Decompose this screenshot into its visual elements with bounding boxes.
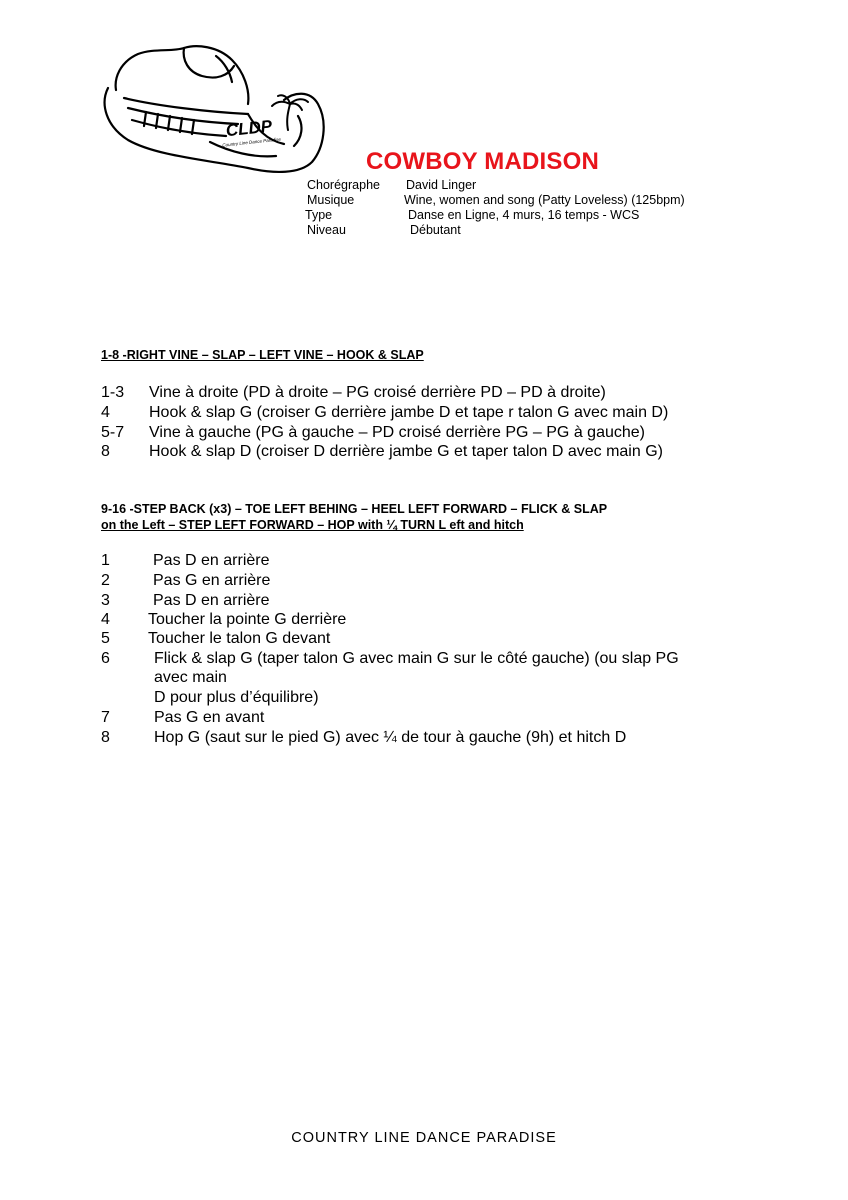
- info-value-level: Débutant: [410, 223, 461, 237]
- step-number: 4: [101, 611, 110, 628]
- step-text: Pas D en arrière: [153, 552, 270, 569]
- dance-title: COWBOY MADISON: [366, 148, 600, 175]
- step-number: 7: [101, 709, 110, 726]
- info-label-choreographer: Chorégraphe: [307, 178, 380, 192]
- step-text: Vine à gauche (PG à gauche – PD croisé derrière PG – PG à gauche): [149, 424, 645, 441]
- step-number: 4: [101, 404, 110, 421]
- step-number: 5: [101, 630, 110, 647]
- step-number: 8: [101, 443, 110, 460]
- info-value-type: Danse en Ligne, 4 murs, 16 temps - WCS: [408, 208, 640, 222]
- info-label-type: Type: [305, 208, 333, 222]
- info-label-level: Niveau: [307, 223, 346, 237]
- step-text: Pas G en arrière: [153, 572, 271, 589]
- step-number: 3: [101, 592, 110, 609]
- step-text: Pas G en avant: [154, 709, 265, 726]
- step-text: Toucher le talon G devant: [148, 630, 331, 647]
- cldp-hat-logo: [98, 42, 338, 182]
- step-number: 2: [101, 572, 110, 589]
- info-label-music: Musique: [307, 193, 355, 207]
- step-text: Hook & slap G (croiser G derrière jambe D et tape r talon G avec main D): [149, 404, 669, 421]
- step-number: 6: [101, 650, 110, 667]
- step-number: 5-7: [101, 424, 125, 441]
- step-number: 1: [101, 552, 110, 569]
- step-text-continued: avec main: [154, 669, 227, 686]
- section2-heading-line2: on the Left – STEP LEFT FORWARD – HOP with ¼ TURN L eft and hitch: [101, 518, 524, 532]
- step-text: Toucher la pointe G derrière: [148, 611, 347, 628]
- page-footer: COUNTRY LINE DANCE PARADISE: [291, 1130, 557, 1146]
- step-text: Flick & slap G (taper talon G avec main G sur le côté gauche) (ou slap PG: [154, 650, 679, 667]
- section2-heading-line1: 9-16 -STEP BACK (x3) – TOE LEFT BEHING – HEEL LEFT FORWARD – FLICK & SLAP: [101, 502, 608, 516]
- step-text-continued: D pour plus d’équilibre): [154, 689, 319, 706]
- step-text: Vine à droite (PD à droite – PG croisé derrière PD – PD à droite): [149, 384, 606, 401]
- step-number: 1-3: [101, 384, 125, 401]
- step-text: Hook & slap D (croiser D derrière jambe G et taper talon D avec main G): [149, 443, 663, 460]
- logo-text: CLDP: [224, 116, 273, 141]
- logo-subtext: Country Line Dance Paradise: [222, 136, 282, 148]
- info-value-choreographer: David Linger: [406, 178, 477, 192]
- step-number: 8: [101, 729, 110, 746]
- step-text: Pas D en arrière: [153, 592, 270, 609]
- section1-heading: 1-8 -RIGHT VINE – SLAP – LEFT VINE – HOOK & SLAP: [101, 348, 424, 362]
- info-value-music: Wine, women and song (Patty Loveless) (125bpm): [404, 193, 685, 207]
- step-text: Hop G (saut sur le pied G) avec ¼ de tour à gauche (9h) et hitch D: [154, 729, 627, 746]
